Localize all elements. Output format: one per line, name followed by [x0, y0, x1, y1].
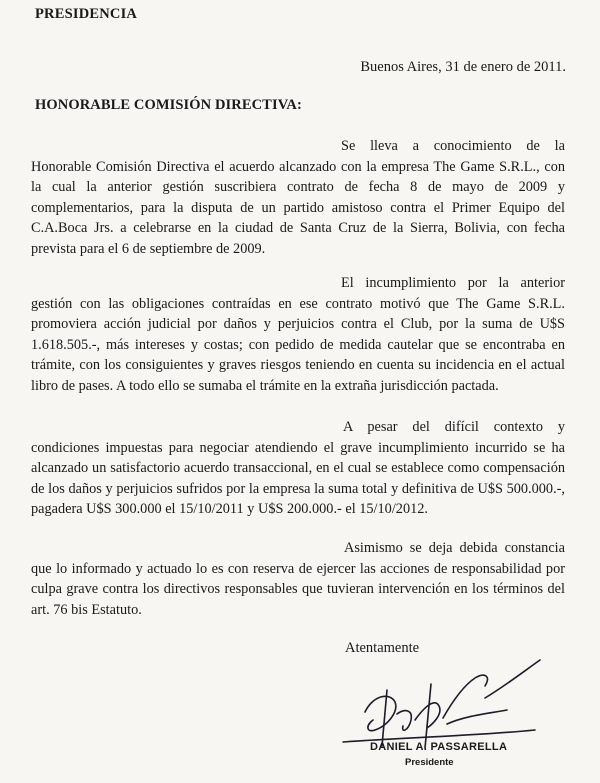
date-line: Buenos Aires, 31 de enero de 2011.	[360, 59, 566, 75]
paragraph-4: Asimismo se deja debida constancia que lo informado y actuado lo es con reserva de ejercer las acciones de responsabilidad por culpa grave contra los directivos responsables que tuvieran intervención en los términos del art. 76 bis Estatuto.	[31, 540, 565, 618]
signer-title: Presidente	[405, 757, 454, 768]
letter-header: PRESIDENCIA	[35, 6, 138, 22]
paragraph-1: Se lleva a conocimiento de la Honorable Comisión Directiva el acuerdo alcanzado con la empresa The Game S.R.L., con la cual la anterior gestión suscribiera contrato de fecha 8 de mayo de 2009 y complementarios, para la disputa de un partido amistoso contra el Primer Equipo del C.A.Boca Jrs. a celebrarse en la ciudad de Santa Cruz de la Sierra, Bolivia, con fecha prevista para el 6 de septiembre de 2009.	[31, 138, 565, 257]
signer-name: DANIEL A. PASSARELLA	[370, 741, 508, 753]
closing: Atentamente	[345, 640, 420, 656]
salutation: HONORABLE COMISIÓN DIRECTIVA:	[35, 97, 302, 113]
handwritten-signature	[335, 650, 555, 750]
paragraph-2: El incumplimiento por la anterior gestión con las obligaciones contraídas en ese contrato motivó que The Game S.R.L. promoviera acción judicial por daños y perjuicios contra el Club, por la suma de U$S 1.618.505.-, más intereses y costas; con pedido de medida cautelar que se encontraba en trámite, con los consiguientes y graves riesgos teniendo en cuenta su incidencia en el actual libro de pases. A todo ello se sumaba el trámite en la extraña jurisdicción pactada.	[31, 275, 565, 394]
paragraph-3: A pesar del difícil contexto y condiciones impuestas para negociar atendiendo el grave incumplimiento incurrido se ha alcanzado un satisfactorio acuerdo transaccional, en el cual se establece como compensación de los daños y perjuicios sufridos por la empresa la suma total y definitiva de U$S 500.000.-, pagadera U$S 300.000 el 15/10/2011 y U$S 200.000.- el 15/10/2012.	[31, 419, 565, 517]
